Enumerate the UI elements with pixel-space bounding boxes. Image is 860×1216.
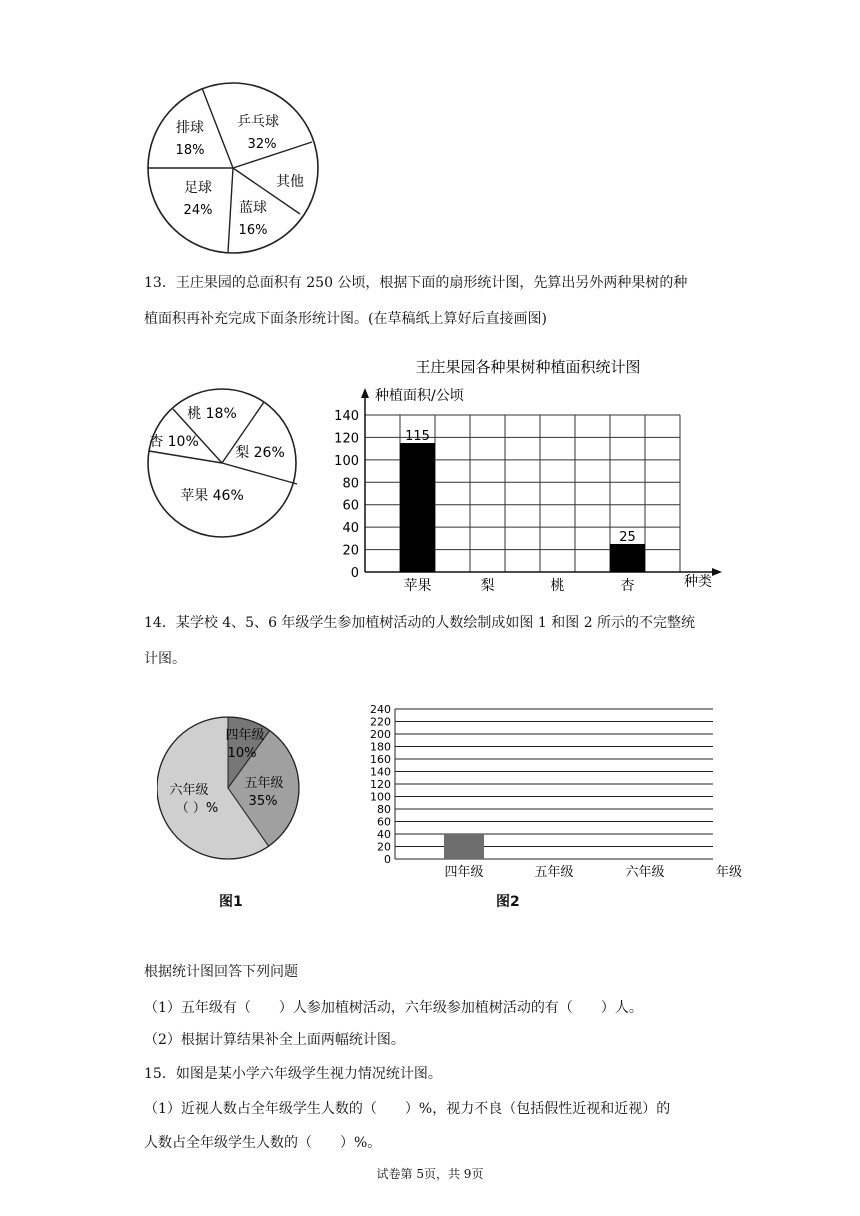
x-tick-label: 六年级 (625, 865, 665, 880)
y-tick-label: 20 (377, 840, 391, 854)
x-tick-label: 四年级 (444, 865, 484, 880)
y-tick-label: 120 (370, 778, 391, 791)
orchard-bar-ylabel: 种植面积/公顷 (375, 388, 464, 404)
pie-label-pear: 梨 26% (235, 445, 285, 461)
grade-bar-xlabel: 年级 (716, 865, 743, 880)
q14-text-line2: 计图。 (144, 651, 186, 667)
page-footer: 试卷第 5页，共 9页 (376, 1167, 484, 1181)
x-tick-label: 五年级 (534, 865, 574, 880)
bar-3 (610, 544, 645, 572)
orchard-bar-xlabel: 种类 (684, 574, 712, 590)
x-tick-label: 梨 (480, 578, 495, 594)
pie-label-grade6: 六年级 (169, 783, 209, 798)
pie-label-pingpong: 乒乓球 (237, 114, 279, 130)
y-tick-label: 120 (334, 431, 359, 447)
bar-value-label: 25 (619, 529, 636, 545)
orchard-bar-title: 王庄果园各种果树种植面积统计图 (415, 358, 641, 376)
y-tick-label: 40 (377, 828, 391, 841)
y-tick-label: 220 (370, 715, 391, 729)
y-tick-label: 0 (350, 566, 359, 581)
y-tick-label: 140 (334, 409, 359, 424)
q14-text-line1: 14．某学校 4、5、6 年级学生参加植树活动的人数绘制成如图 1 和图 2 所示的不完整统 (144, 615, 696, 631)
grade-bar-chart (360, 700, 750, 890)
y-tick-label: 100 (370, 790, 391, 804)
y-tick-label: 100 (334, 453, 359, 469)
x-tick-label: 杏 (620, 578, 635, 594)
pie-pct-pingpong: 32% (247, 137, 277, 152)
pie-pct-grade6: （ ）% (175, 801, 219, 816)
y-axis-arrow (361, 388, 369, 398)
orchard-bar-chart (330, 350, 730, 595)
y-tick-label: 140 (370, 765, 391, 779)
y-tick-label: 60 (342, 498, 359, 514)
y-tick-label: 80 (377, 803, 391, 816)
q13-text-line1: 13．王庄果园的总面积有 250 公顷，根据下面的扇形统计图，先算出另外两种果树的种 (144, 275, 688, 291)
bar-0 (444, 834, 484, 859)
fig1-caption: 图1 (219, 894, 243, 910)
pie-pct-grade4: 10% (227, 746, 257, 761)
pie-pct-volleyball: 18% (175, 143, 205, 158)
pie-label-volleyball: 排球 (176, 120, 204, 136)
q15-text-line1: 15．如图是某小学六年级学生视力情况统计图。 (144, 1066, 442, 1082)
pie-label-other: 其他 (276, 174, 304, 190)
sports-pie-chart (140, 80, 326, 256)
orchard-pie-chart (144, 388, 300, 538)
fig2-caption: 图2 (496, 894, 520, 910)
q14-intro: 根据统计图回答下列问题 (144, 964, 298, 980)
y-tick-label: 60 (377, 815, 391, 829)
pie-label-grade4: 四年级 (225, 728, 265, 743)
q15-sub1-line1: （1）近视人数占全年级学生人数的（ ）%，视力不良（包括假性近视和近视）的 (144, 1101, 671, 1117)
q15-sub1-line2: 人数占全年级学生人数的（ ）%。 (144, 1135, 382, 1151)
pie-label-peach: 桃 18% (187, 406, 237, 422)
y-tick-label: 0 (384, 853, 391, 866)
pie-label-football: 足球 (184, 180, 212, 196)
y-tick-label: 180 (370, 740, 391, 754)
pie-pct-grade5: 35% (248, 794, 278, 809)
bar-value-label: 115 (405, 429, 430, 445)
y-tick-label: 160 (370, 753, 391, 766)
bar-0 (400, 443, 435, 572)
y-tick-label: 40 (342, 521, 359, 537)
pie-pct-football: 24% (183, 203, 213, 218)
pie-label-basketball: 蓝球 (239, 200, 267, 216)
x-tick-label: 桃 (550, 578, 565, 594)
pie-label-apple: 苹果 46% (180, 488, 244, 504)
q14-sub1: （1）五年级有（ ）人参加植树活动，六年级参加植树活动的有（ ）人。 (144, 1000, 643, 1016)
pie-label-grade5: 五年级 (244, 776, 284, 791)
x-axis-arrow (712, 568, 722, 576)
y-tick-label: 80 (342, 476, 359, 492)
q13-text-line2: 植面积再补充完成下面条形统计图。(在草稿纸上算好后直接画图) (144, 311, 547, 327)
x-tick-label: 苹果 (403, 578, 432, 594)
grade-pie-chart (157, 715, 301, 861)
y-tick-label: 200 (370, 728, 391, 741)
y-tick-label: 20 (342, 543, 359, 559)
pie-label-apricot: 杏 10% (149, 434, 199, 450)
pie-pct-basketball: 16% (238, 223, 268, 238)
q14-sub2: （2）根据计算结果补全上面两幅统计图。 (144, 1032, 405, 1048)
y-tick-label: 240 (370, 703, 391, 716)
